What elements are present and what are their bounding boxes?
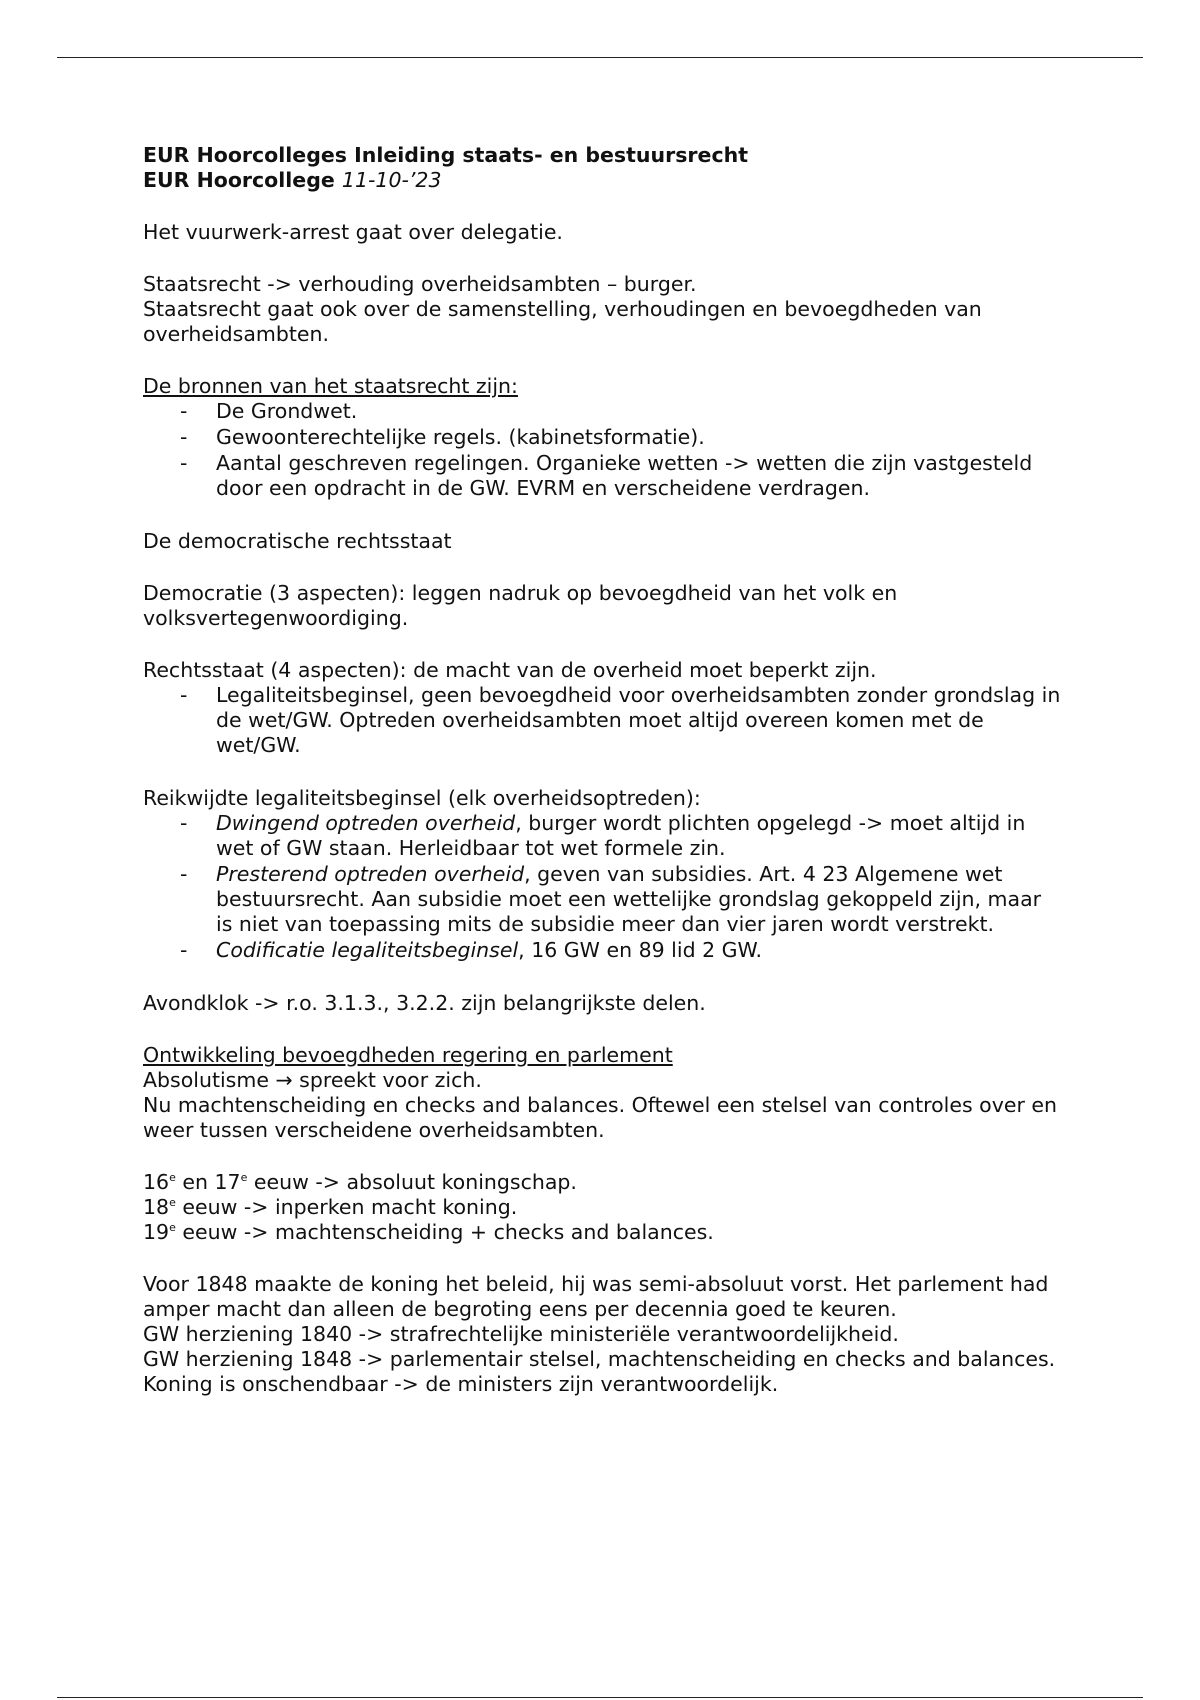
paragraph-eeuw-19 [143, 1220, 1063, 1245]
conjunction: en [175, 1170, 215, 1194]
heading-bronnen: De bronnen van het staatsrecht zijn: [143, 374, 518, 398]
century-text: eeuw -> absoluut koningschap. [247, 1170, 577, 1194]
paragraph-democratische-rechtsstaat: De democratische rechtsstaat [143, 529, 452, 553]
list-reikwijdte [143, 811, 1063, 963]
list-item: - Gewoonterechtelijke regels. (kabinetsformatie). [143, 425, 1063, 450]
paragraph-herziening-1840: GW herziening 1840 -> strafrechtelijke ministeriële verantwoordelijkheid. [143, 1322, 899, 1346]
list-item: - De Grondwet. [143, 399, 1063, 424]
paragraph-machtenscheiding: Nu machtenscheiding en checks and balances. Oftewel een stelsel van controles over en weer tussen verscheidene overheidsambten. [143, 1093, 1058, 1142]
paragraph-koning-onschendbaar: Koning is onschendbaar -> de ministers zijn verantwoordelijk. [143, 1372, 779, 1396]
list-item-emphasis: Dwingend optreden overheid [216, 811, 516, 835]
century-number: 18 [143, 1195, 170, 1219]
paragraph-voor-1848: Voor 1848 maakte de koning het beleid, hij was semi-absoluut vorst. Het parlement had amper macht dan alleen de begroting eens per decennia goed te keuren. [143, 1272, 1049, 1321]
paragraph-absolutisme: Absolutisme → spreekt voor zich. [143, 1068, 482, 1092]
paragraph-eeuw-18 [143, 1195, 1063, 1220]
list-item-text: , 16 GW en 89 lid 2 GW. [518, 938, 762, 962]
list-item [143, 862, 1063, 937]
century-suffix: e [169, 1221, 176, 1235]
list-rechtsstaat [143, 683, 1063, 758]
lecture-label: EUR Hoorcollege [143, 168, 335, 192]
list-item-emphasis: Presterend optreden overheid [216, 862, 525, 886]
century-text: eeuw -> inperken macht koning. [175, 1195, 518, 1219]
century-suffix: e [169, 1171, 176, 1185]
heading-ontwikkeling: Ontwikkeling bevoegdheden regering en parlement [143, 1043, 673, 1067]
lecture-date: 11-10-’23 [341, 168, 442, 192]
bottom-rule [57, 1697, 1143, 1698]
paragraph-rechtsstaat: Rechtsstaat (4 aspecten): de macht van de overheid moet beperkt zijn. [143, 658, 877, 682]
document-body [143, 143, 1063, 1397]
century-suffix: e [240, 1171, 248, 1185]
list-item [143, 811, 1063, 861]
list-item: - Aantal geschreven regelingen. Organieke wetten -> wetten die zijn vastgesteld door een opdracht in de GW. EVRM en verscheidene verdragen. [143, 451, 1063, 501]
list-item-text: , geven van subsidies. Art. 4 23 Algemene wet bestuursrecht. Aan subsidie moet een wettelijke grondslag gekoppeld zijn, maar is niet van toepassing mits de subsidie meer dan vier jaren wordt verstrekt. [216, 862, 1042, 936]
paragraph-reikwijdte: Reikwijdte legaliteitsbeginsel (elk overheidsoptreden): [143, 786, 701, 810]
paragraph-democratie: Democratie (3 aspecten): leggen nadruk op bevoegdheid van het volk en volksvertegenwoordiging. [143, 581, 898, 630]
paragraph-staatsrecht-1: Staatsrecht -> verhouding overheidsambten – burger. [143, 272, 697, 296]
list-item-emphasis: Codificatie legaliteitsbeginsel [216, 938, 519, 962]
century-text: eeuw -> machtenscheiding + checks and balances. [175, 1220, 714, 1244]
century-number: 16 [143, 1170, 170, 1194]
century-suffix: e [169, 1196, 176, 1210]
paragraph-avondklok: Avondklok -> r.o. 3.1.3., 3.2.2. zijn belangrijkste delen. [143, 991, 706, 1015]
title-text: EUR Hoorcolleges Inleiding staats- en bestuursrecht [143, 143, 748, 167]
list-bronnen [143, 399, 1063, 501]
list-item-text: , burger wordt plichten opgelegd -> moet altijd in wet of GW staan. Herleidbaar tot wet formele zin. [216, 811, 1026, 860]
century-number: 17 [214, 1170, 241, 1194]
document-title [143, 143, 1063, 168]
paragraph-eeuw-16-17 [143, 1170, 1063, 1195]
century-number: 19 [143, 1220, 170, 1244]
lecture-heading [143, 168, 1063, 193]
list-item: - Legaliteitsbeginsel, geen bevoegdheid voor overheidsambten zonder grondslag in de wet/GW. Optreden overheidsambten moet altijd overeen komen met de wet/GW. [143, 683, 1063, 758]
paragraph-vuurwerk: Het vuurwerk-arrest gaat over delegatie. [143, 220, 563, 244]
list-item [143, 938, 1063, 963]
top-rule [57, 57, 1143, 58]
paragraph-herziening-1848: GW herziening 1848 -> parlementair stelsel, machtenscheiding en checks and balances. [143, 1347, 1056, 1371]
paragraph-staatsrecht-2: Staatsrecht gaat ook over de samenstelling, verhoudingen en bevoegdheden van overheidsambten. [143, 297, 982, 346]
